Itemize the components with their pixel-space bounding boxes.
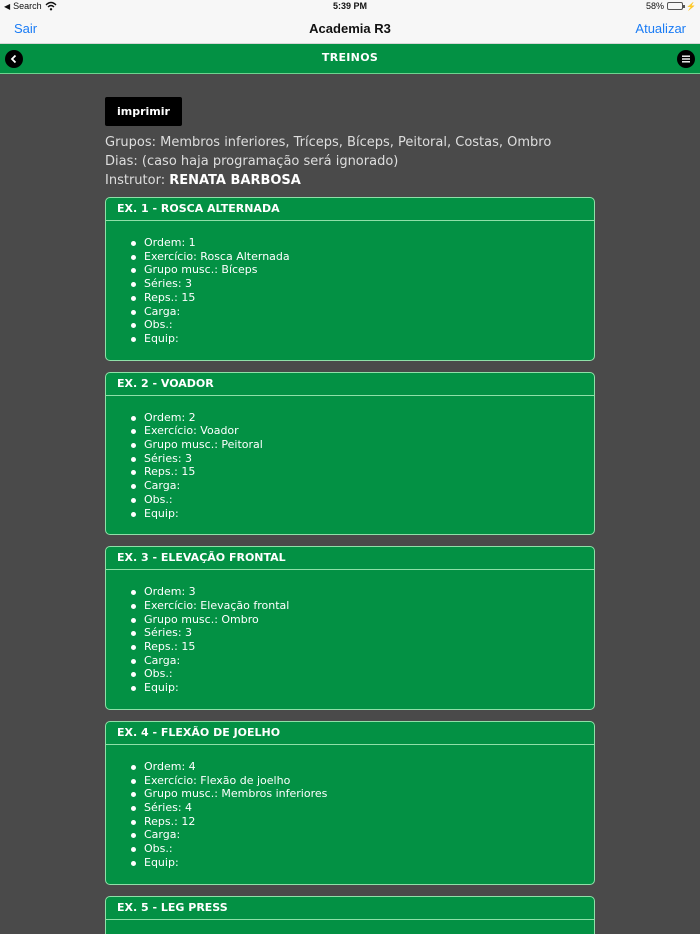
- grupos-line: Grupos: Membros inferiores, Tríceps, Bíceps, Peitoral, Costas, Ombro: [105, 135, 552, 150]
- page-title: TREINOS: [321, 51, 379, 64]
- back-chevron-icon: ◀: [4, 1, 11, 11]
- exercise-title: EX. 5 - LEG PRESS: [106, 897, 594, 920]
- instrutor-label: Instrutor:: [105, 173, 166, 188]
- exercise-detail-item: Grupo musc.: Membros inferiores: [144, 787, 594, 801]
- status-bar: [0, 0, 700, 14]
- atualizar-button[interactable]: Atualizar: [635, 21, 686, 36]
- workout-info: [105, 133, 595, 190]
- main-content: [105, 97, 595, 934]
- exercise-card: [105, 197, 595, 361]
- exercise-card: [105, 721, 595, 885]
- app-navigation-bar: [0, 14, 700, 44]
- menu-button[interactable]: [677, 50, 695, 68]
- exercise-detail-item: Grupo musc.: Ombro: [144, 613, 594, 627]
- exercise-title: EX. 3 - ELEVAÇÃO FRONTAL: [106, 547, 594, 570]
- exercise-detail-item: Equip:: [144, 332, 594, 346]
- app-title: Academia R3: [309, 21, 391, 36]
- exercise-detail-list: [144, 585, 594, 695]
- exercise-details: [106, 570, 594, 709]
- print-button[interactable]: imprimir: [105, 97, 182, 126]
- exercise-detail-item: Equip:: [144, 856, 594, 870]
- exercise-detail-item: Séries: 4: [144, 801, 594, 815]
- exercise-title: EX. 4 - FLEXÃO DE JOELHO: [106, 722, 594, 745]
- sair-button[interactable]: Sair: [14, 21, 38, 36]
- exercise-detail-list: [144, 411, 594, 521]
- exercise-detail-list: [144, 760, 594, 870]
- exercise-detail-item: Obs.:: [144, 493, 594, 507]
- exercise-detail-item: Grupo musc.: Peitoral: [144, 438, 594, 452]
- status-time: 5:39 PM: [332, 1, 367, 11]
- page-header: [0, 44, 700, 74]
- exercise-detail-item: Equip:: [144, 507, 594, 521]
- exercise-detail-item: Ordem: 2: [144, 411, 594, 425]
- back-app-label: Search: [13, 1, 42, 11]
- exercise-detail-item: Reps.: 15: [144, 291, 594, 305]
- exercise-detail-item: Exercício: Voador: [144, 424, 594, 438]
- exercise-detail-item: Carga:: [144, 654, 594, 668]
- exercise-detail-item: Obs.:: [144, 842, 594, 856]
- exercise-detail-item: Ordem: 4: [144, 760, 594, 774]
- instrutor-line: [105, 171, 595, 190]
- exercise-title: EX. 1 - ROSCA ALTERNADA: [106, 198, 594, 221]
- exercise-detail-item: Grupo musc.: Bíceps: [144, 263, 594, 277]
- exercise-title: EX. 2 - VOADOR: [106, 373, 594, 396]
- exercise-detail-item: Carga:: [144, 828, 594, 842]
- exercise-details: [106, 920, 594, 934]
- exercise-detail-item: Obs.:: [144, 667, 594, 681]
- exercise-detail-item: Séries: 3: [144, 277, 594, 291]
- exercise-card: [105, 546, 595, 710]
- exercise-detail-item: Reps.: 12: [144, 815, 594, 829]
- exercise-detail-item: Obs.:: [144, 318, 594, 332]
- exercise-details: [106, 396, 594, 535]
- exercise-detail-item: Reps.: 15: [144, 640, 594, 654]
- battery-icon: [667, 2, 683, 10]
- exercise-list: [105, 197, 595, 934]
- exercise-detail-item: Séries: 3: [144, 452, 594, 466]
- battery-percent: 58%: [646, 1, 665, 11]
- exercise-details: [106, 745, 594, 884]
- exercise-detail-item: Carga:: [144, 479, 594, 493]
- exercise-card: [105, 896, 595, 934]
- charging-icon: ⚡: [686, 1, 696, 11]
- exercise-detail-item: Ordem: 1: [144, 236, 594, 250]
- instrutor-name: RENATA BARBOSA: [169, 173, 301, 188]
- exercise-card: [105, 372, 595, 536]
- exercise-detail-item: Exercício: Rosca Alternada: [144, 250, 594, 264]
- dias-line: Dias: (caso haja programação será ignorado): [105, 154, 399, 169]
- exercise-detail-item: Exercício: Flexão de joelho: [144, 774, 594, 788]
- hamburger-menu-icon: [681, 54, 691, 64]
- exercise-detail-item: Séries: 3: [144, 626, 594, 640]
- exercise-detail-item: Equip:: [144, 681, 594, 695]
- exercise-detail-item: Carga:: [144, 305, 594, 319]
- exercise-detail-list: [144, 236, 594, 346]
- exercise-detail-item: Ordem: 3: [144, 585, 594, 599]
- exercise-details: [106, 221, 594, 360]
- exercise-detail-item: Reps.: 15: [144, 465, 594, 479]
- exercise-detail-item: Exercício: Elevação frontal: [144, 599, 594, 613]
